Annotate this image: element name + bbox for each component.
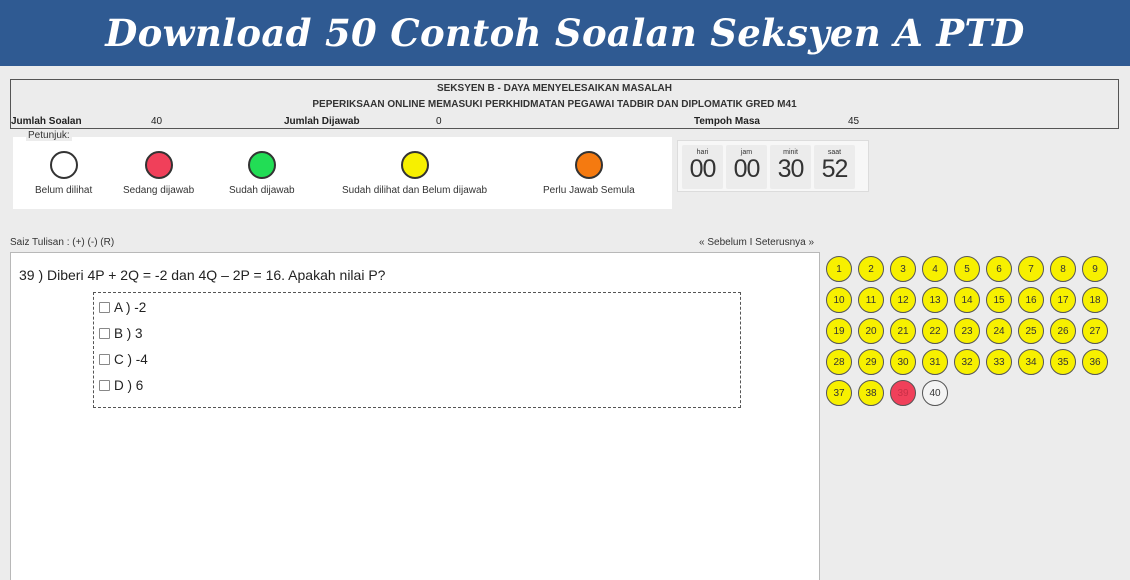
timer-value: 00 (733, 155, 760, 183)
question-number-button[interactable]: 19 (826, 318, 852, 344)
question-number-button[interactable]: 30 (890, 349, 916, 375)
legend-label: Sudah dilihat dan Belum dijawab (342, 185, 488, 196)
question-number-button[interactable]: 2 (858, 256, 884, 282)
question-number-button[interactable]: 8 (1050, 256, 1076, 282)
exam-info-box (10, 79, 1119, 129)
question-number-button[interactable]: 31 (922, 349, 948, 375)
status-circle-icon (401, 151, 429, 179)
question-number-button[interactable]: 39 (890, 380, 916, 406)
question-number-button[interactable]: 15 (986, 287, 1012, 313)
question-number-button[interactable]: 13 (922, 287, 948, 313)
question-number-button[interactable]: 1 (826, 256, 852, 282)
options-box (93, 292, 741, 408)
status-circle-icon (575, 151, 603, 179)
timer-value: 00 (689, 155, 716, 183)
legend-label: Perlu Jawab Semula (543, 185, 635, 196)
legend-label: Belum dilihat (35, 185, 93, 196)
timer-seconds (814, 145, 855, 189)
exam-stats-row (11, 116, 1118, 128)
question-text: 39 ) Diberi 4P + 2Q = -2 dan 4Q – 2P = 16. Apakah nilai P? (19, 267, 386, 283)
status-circle-icon (248, 151, 276, 179)
question-number-button[interactable]: 40 (922, 380, 948, 406)
option-d[interactable] (99, 378, 143, 393)
question-panel (10, 252, 820, 580)
option-c[interactable] (99, 352, 148, 367)
jumlah-dijawab-value: 0 (436, 116, 442, 127)
question-number-button[interactable]: 27 (1082, 318, 1108, 344)
timer-value: 52 (821, 155, 848, 183)
question-number-button[interactable]: 22 (922, 318, 948, 344)
question-number-button[interactable]: 16 (1018, 287, 1044, 313)
status-circle-icon (145, 151, 173, 179)
timer-hours (726, 145, 767, 189)
checkbox[interactable] (99, 302, 110, 313)
question-number-button[interactable]: 38 (858, 380, 884, 406)
font-size-controls[interactable]: Saiz Tulisan : (+) (-) (R) (10, 237, 115, 248)
checkbox[interactable] (99, 354, 110, 365)
timer-minutes (770, 145, 811, 189)
option-label: B ) 3 (114, 326, 143, 341)
checkbox[interactable] (99, 380, 110, 391)
question-number-button[interactable]: 11 (858, 287, 884, 313)
timer-label: saat (827, 149, 842, 156)
question-number-button[interactable]: 18 (1082, 287, 1108, 313)
tempoh-masa-value: 45 (848, 116, 860, 127)
question-number-button[interactable]: 3 (890, 256, 916, 282)
timer-value: 30 (777, 155, 804, 183)
option-b[interactable] (99, 326, 143, 341)
question-number-button[interactable]: 23 (954, 318, 980, 344)
legend-item-sudah-dijawab (229, 151, 295, 196)
question-number-button[interactable]: 24 (986, 318, 1012, 344)
question-number-button[interactable]: 36 (1082, 349, 1108, 375)
jumlah-soalan-label: Jumlah Soalan (11, 116, 82, 127)
timer-days (682, 145, 723, 189)
question-number-button[interactable]: 33 (986, 349, 1012, 375)
legend-title: Petunjuk: (28, 130, 70, 141)
legend-item-sedang-dijawab (123, 151, 194, 196)
question-number-button[interactable]: 29 (858, 349, 884, 375)
question-number-button[interactable]: 25 (1018, 318, 1044, 344)
timer-label: jam (740, 149, 753, 156)
legend-item-perlu-jawab-semula (543, 151, 635, 196)
question-number-button[interactable]: 5 (954, 256, 980, 282)
legend-panel (13, 130, 672, 209)
prev-next-nav[interactable]: « Sebelum I Seterusnya » (699, 237, 815, 248)
question-number-button[interactable]: 7 (1018, 256, 1044, 282)
legend-label: Sudah dijawab (229, 185, 295, 196)
legend-label: Sedang dijawab (123, 185, 195, 196)
checkbox[interactable] (99, 328, 110, 339)
question-number-button[interactable]: 4 (922, 256, 948, 282)
exam-title: PEPERIKSAAN ONLINE MEMASUKI PERKHIDMATAN PEGAWAI TADBIR DAN DIPLOMATIK GRED M41 (312, 99, 797, 110)
option-label: C ) -4 (114, 352, 148, 367)
question-number-button[interactable]: 21 (890, 318, 916, 344)
jumlah-dijawab-label: Jumlah Dijawab (284, 116, 360, 127)
question-number-button[interactable]: 17 (1050, 287, 1076, 313)
countdown-timer (677, 140, 869, 192)
question-number-button[interactable]: 12 (890, 287, 916, 313)
legend-item-belum-dilihat (35, 151, 92, 196)
question-number-button[interactable]: 20 (858, 318, 884, 344)
banner-title: Download 50 Contoh Soalan Seksyen A PTD (105, 11, 1025, 55)
option-label: A ) -2 (114, 300, 147, 315)
question-number-button[interactable]: 28 (826, 349, 852, 375)
option-label: D ) 6 (114, 378, 144, 393)
question-number-button[interactable]: 14 (954, 287, 980, 313)
question-number-button[interactable]: 37 (826, 380, 852, 406)
question-number-button[interactable]: 26 (1050, 318, 1076, 344)
jumlah-soalan-value: 40 (151, 116, 163, 127)
timer-label: hari (696, 149, 709, 156)
timer-label: minit (783, 149, 798, 156)
status-circle-icon (50, 151, 78, 179)
legend-item-sudah-dilihat (342, 151, 487, 196)
option-a[interactable] (99, 300, 146, 315)
question-number-button[interactable]: 34 (1018, 349, 1044, 375)
question-number-button[interactable]: 9 (1082, 256, 1108, 282)
banner (0, 0, 1130, 66)
question-number-button[interactable]: 35 (1050, 349, 1076, 375)
question-number-button[interactable]: 10 (826, 287, 852, 313)
tempoh-masa-label: Tempoh Masa (694, 116, 760, 127)
question-number-button[interactable]: 6 (986, 256, 1012, 282)
section-title: SEKSYEN B - DAYA MENYELESAIKAN MASALAH (436, 83, 673, 94)
question-number-button[interactable]: 32 (954, 349, 980, 375)
